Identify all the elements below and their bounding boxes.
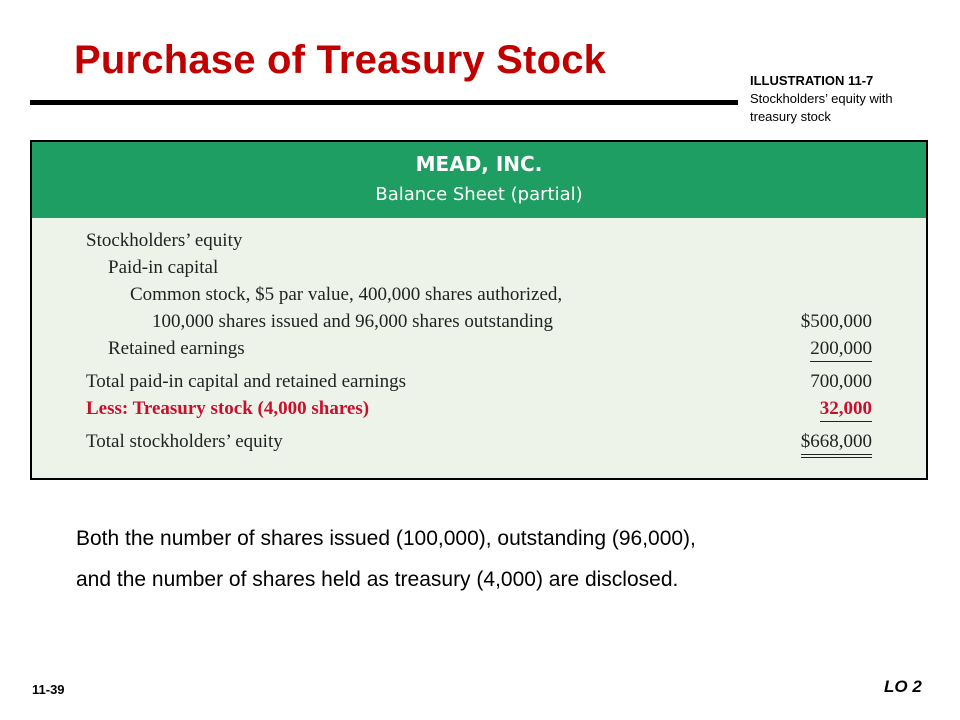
- row-amount: 200,000: [810, 338, 872, 362]
- row-label: 100,000 shares issued and 96,000 shares outstanding: [152, 311, 554, 332]
- balance-sheet-panel: [30, 140, 928, 480]
- row-label: Retained earnings: [108, 338, 245, 359]
- illustration-caption-line1: Stockholders’ equity with: [750, 91, 893, 106]
- row-label: Paid-in capital: [108, 257, 219, 278]
- learning-objective: LO 2: [884, 677, 922, 696]
- title-underline: [30, 100, 738, 105]
- illustration-reference: [750, 72, 893, 126]
- row-amount: $668,000: [801, 431, 872, 458]
- illustration-number: ILLUSTRATION 11-7: [750, 73, 874, 88]
- balance-sheet-header: [32, 142, 926, 218]
- row-label: Stockholders’ equity: [86, 230, 243, 251]
- row-amount: 32,000: [820, 398, 872, 422]
- row-label: Common stock, $5 par value, 400,000 shares authorized,: [130, 284, 563, 305]
- row-amount: 700,000: [810, 371, 872, 392]
- explanation-line1: Both the number of shares issued (100,000), outstanding (96,000),: [76, 527, 696, 550]
- row-label: Less: Treasury stock (4,000 shares): [86, 398, 370, 419]
- explanation-line2: and the number of shares held as treasury (4,000) are disclosed.: [76, 568, 679, 591]
- statement-subtitle: Balance Sheet (partial): [375, 184, 583, 205]
- row-label: Total paid-in capital and retained earnings: [86, 371, 406, 392]
- company-name: MEAD, INC.: [415, 152, 543, 176]
- illustration-caption-line2: treasury stock: [750, 109, 831, 124]
- row-label: Total stockholders’ equity: [86, 431, 283, 452]
- explanation-text: [76, 518, 896, 600]
- row-amount: $500,000: [800, 311, 872, 332]
- slide-title: Purchase of Treasury Stock: [74, 38, 607, 82]
- page-number: 11-39: [32, 682, 65, 697]
